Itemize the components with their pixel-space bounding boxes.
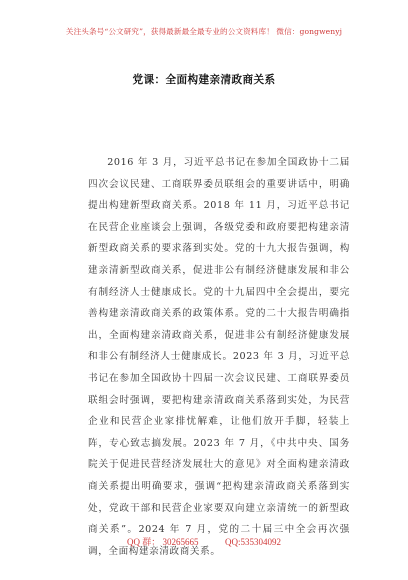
footer-qq-group: QQ 群： 30265665 (127, 537, 199, 547)
footer-contact (0, 535, 408, 548)
footer-qq-number: QQ:535304092 (225, 537, 281, 547)
document-title: 党课：全面构建亲清政商关系 (132, 74, 276, 86)
header-promo-note: 关注头条号“公文研究”，获得最新最全最专业的公文资料库！ 微信：gongwenyj (65, 27, 343, 36)
body-paragraph: 2016 年 3 月，习近平总书记在参加全国政协十二届四次会议民建、工商联界委员联组会的重要讲话中，明确提出构建新型政商关系。2018 年 11 月，习近平总书记在民营企业座谈会上强调，各级党委和政府要把构建亲清新型政商关系的要求落到实处。党的十九大报告强调，构建亲清新型政商关系，促进非公有制经济健康发展和非公有制经济人士健康成长。党的十九届四中全会提出，要完善构建亲清政商关系的政策体系。党的二十大报告明确指出，全面构建亲清政商关系，促进非公有制经济健康发展和非公有制经济人士健康成长。2023 年 3 月，习近平总书记在参加全国政协十四届一次会议民建、工商联界委员联组会时强调，要把构建亲清政商关系落到实处，为民营企业和民营企业家排忧解难，让他们放开手脚，轻装上阵，专心致志搞发展。2023 年 7 月，《中共中央、国务院关于促进民营经济发展壮大的意见》对全面构建亲清政商关系提出明确要求，强调“把构建亲清政商关系落到实处，党政干部和民营企业家要双向建立亲清统一的新型政商关系”。2024 年 7 月，党的二十届三中全会再次强调，全面构建亲清政商关系。 (88, 157, 350, 557)
